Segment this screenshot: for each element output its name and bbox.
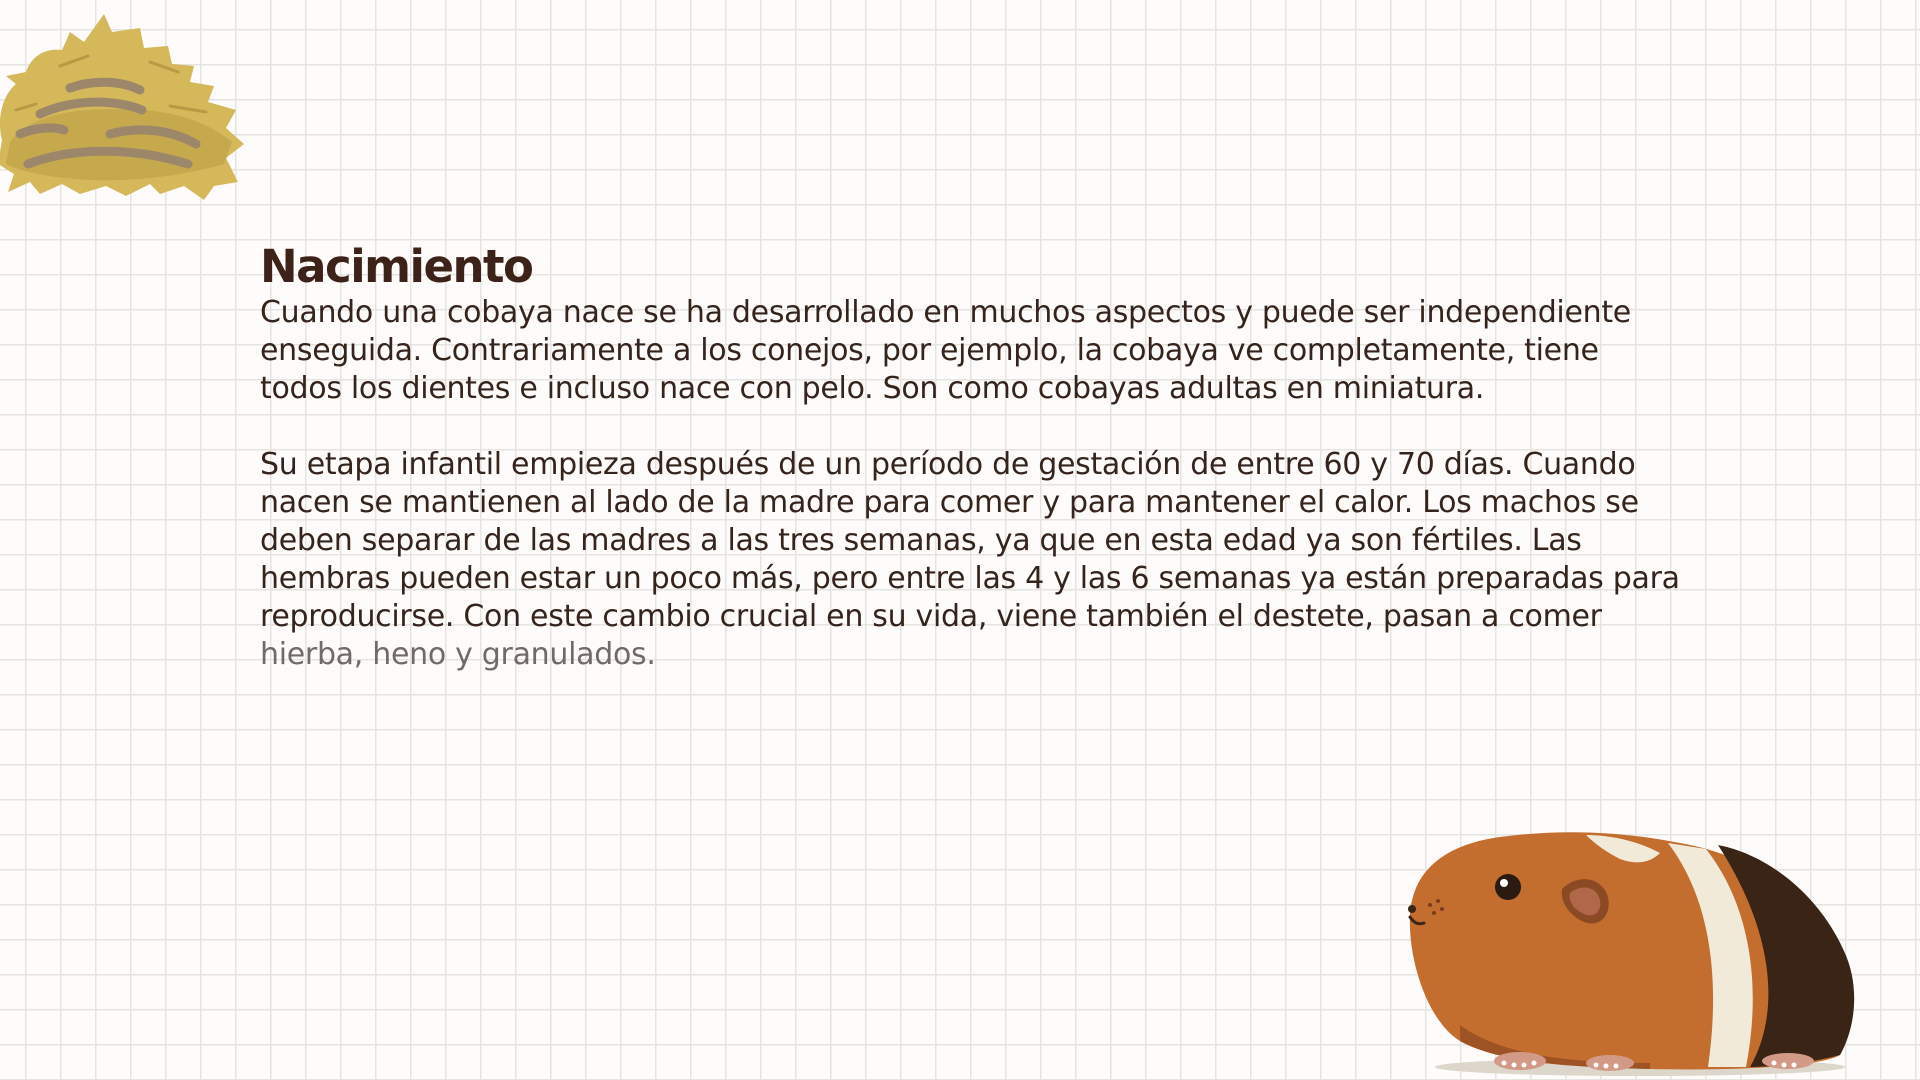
slide-title: Nacimiento — [260, 240, 533, 293]
content-block — [260, 240, 1680, 674]
guinea-pig-icon — [1400, 805, 1860, 1080]
hay-pile-icon — [0, 14, 245, 200]
paragraph-infant-stage — [260, 446, 1680, 674]
diet-emphasis-text: hierba, heno y granulados. — [260, 637, 656, 672]
paragraph-infant-stage-text: Su etapa infantil empieza después de un período de gestación de entre 60 y 70 días. Cuando nacen se mantienen al lado de la madre para comer y para mantener el calor. Los machos se deben separar de las madres a las tres semanas, ya que en esta edad ya son fértiles. Las hembras pueden estar un poco más, pero entre las 4 y las 6 semanas ya están preparadas para reproducirse. Con este cambio crucial en su vida, viene también el destete, pasan a comer — [260, 447, 1680, 634]
paragraph-birth-development: Cuando una cobaya nace se ha desarrollado en muchos aspectos y puede ser independiente enseguida. Contrariamente a los conejos, por ejemplo, la cobaya ve completamente, tiene todos los dientes e incluso nace con pelo. Son como cobayas adultas en miniatura. — [260, 295, 1631, 406]
